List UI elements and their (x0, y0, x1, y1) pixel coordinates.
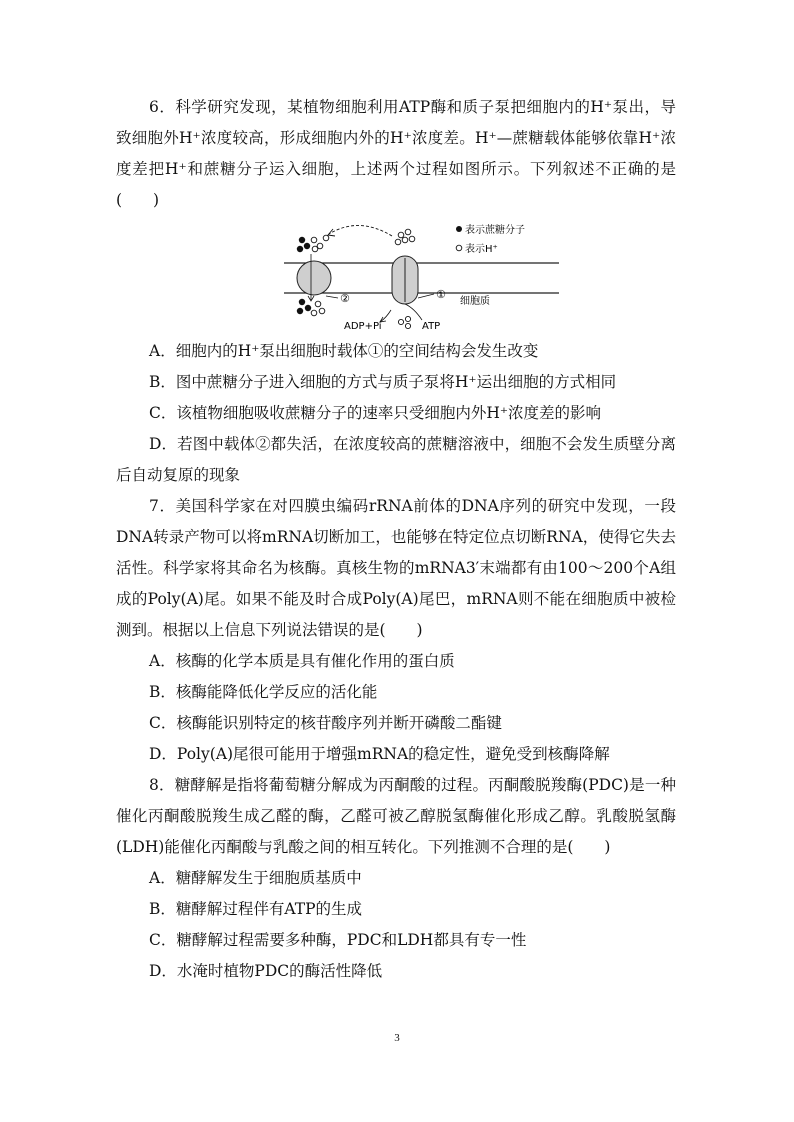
h-ion (312, 246, 318, 252)
q8-option-a: A．糖酵解发生于细胞质基质中 (149, 869, 362, 887)
h-ion (405, 323, 410, 328)
cytoplasm-label: 细胞质 (460, 296, 490, 307)
legend-h-text: 表示H⁺ (465, 244, 498, 255)
sucrose-molecule (299, 237, 305, 243)
h-ion (402, 237, 408, 243)
q6-option-b: B．图中蔗糖分子进入细胞的方式与质子泵将H⁺运出细胞的方式相同 (149, 373, 617, 391)
question-6-options (116, 336, 676, 491)
q7-option-a: A．核酶的化学本质是具有催化作用的蛋白质 (149, 652, 455, 670)
h-ion (315, 301, 321, 307)
question-8 (116, 770, 676, 987)
q7-option-d: D．Poly(A)尾很可能用于增强mRNA的稳定性，避免受到核酶降解 (149, 745, 610, 763)
question-7 (116, 491, 676, 770)
q6-option-c: C．该植物细胞吸收蔗糖分子的速率只受细胞内外H⁺浓度差的影响 (149, 404, 602, 422)
q6-option-d: D．若图中载体②都失活，在浓度较高的蔗糖溶液中，细胞不会发生质壁分离后自动复原的现象 (116, 435, 676, 484)
sucrose-carrier-shape (297, 261, 331, 295)
h-ion (409, 236, 415, 242)
q7-option-c: C．核酶能识别特定的核苷酸序列并断开磷酸二酯键 (149, 714, 502, 732)
h-ion (405, 316, 410, 321)
question-6-stem: 6．科学研究发现，某植物细胞利用ATP酶和质子泵把细胞内的H⁺泵出，导致细胞外H⁺浓度较高，形成细胞内外的H⁺浓度差。H⁺—蔗糖载体能够依靠H⁺浓度差把H⁺和蔗糖分子运入细胞，上述两个过程如图所示。下列叙述不正确的是( ) (116, 98, 676, 209)
carrier-2-label: ② (340, 292, 350, 305)
h-ion (405, 229, 411, 235)
q7-option-b: B．核酶能降低化学反应的活化能 (149, 683, 378, 701)
legend-sucrose-symbol (456, 226, 462, 232)
sucrose-molecule (297, 308, 303, 314)
question-6 (116, 92, 676, 216)
legend-h-symbol (456, 245, 462, 251)
h-gradient-arrow (329, 225, 392, 236)
q8-option-c: C．糖酵解过程需要多种酶，PDC和LDH都具有专一性 (149, 931, 527, 949)
label-leader-1 (418, 294, 434, 298)
sucrose-molecule (305, 305, 311, 311)
legend-sucrose-text: 表示蔗糖分子 (465, 225, 525, 236)
h-ion (319, 308, 325, 314)
h-ion (323, 235, 329, 241)
h-ion (398, 319, 403, 324)
h-ion (311, 237, 317, 243)
membrane-diagram (274, 218, 574, 336)
carrier-1-label: ① (436, 288, 446, 301)
sucrose-molecule (299, 299, 305, 305)
h-ion (311, 310, 317, 316)
page-number: 3 (394, 1032, 400, 1044)
sucrose-molecule (304, 243, 310, 249)
q8-option-b: B．糖酵解过程伴有ATP的生成 (149, 900, 363, 918)
q8-option-d: D．水淹时植物PDC的酶活性降低 (149, 962, 383, 980)
q6-option-a: A．细胞内的H⁺泵出细胞时载体①的空间结构会发生改变 (149, 342, 539, 360)
membrane-transport-figure (274, 218, 574, 336)
sucrose-molecule (297, 246, 303, 252)
question-7-stem: 7．美国科学家在对四膜虫编码rRNA前体的DNA序列的研究中发现，一段DNA转录产物可以将mRNA切断加工，也能够在特定位点切断RNA，使得它失去活性。科学家将其命名为核酶。真核生物的mRNA3′末端都有由100～200个A组成的Poly(A)尾。如果不能及时合成Poly(A)尾巴，mRNA则不能在细胞质中被检测到。根据以上信息下列说法错误的是( ) (116, 497, 676, 639)
h-ion (395, 239, 401, 245)
atp-label: ATP (422, 321, 441, 332)
adp-arrow (380, 310, 391, 322)
arrow-head (328, 229, 335, 236)
adp-label: ADP+Pi (344, 321, 382, 332)
question-8-stem: 8．糖酵解是指将葡萄糖分解成为丙酮酸的过程。丙酮酸脱羧酶(PDC)是一种催化丙酮酸脱羧生成乙醛的酶，乙醛可被乙醇脱氢酶催化形成乙醇。乳酸脱氢酶(LDH)能催化丙酮酸与乳酸之间的相互转化。下列推测不合理的是( ) (116, 776, 676, 856)
h-ion (398, 232, 404, 238)
label-leader-2 (326, 296, 338, 298)
